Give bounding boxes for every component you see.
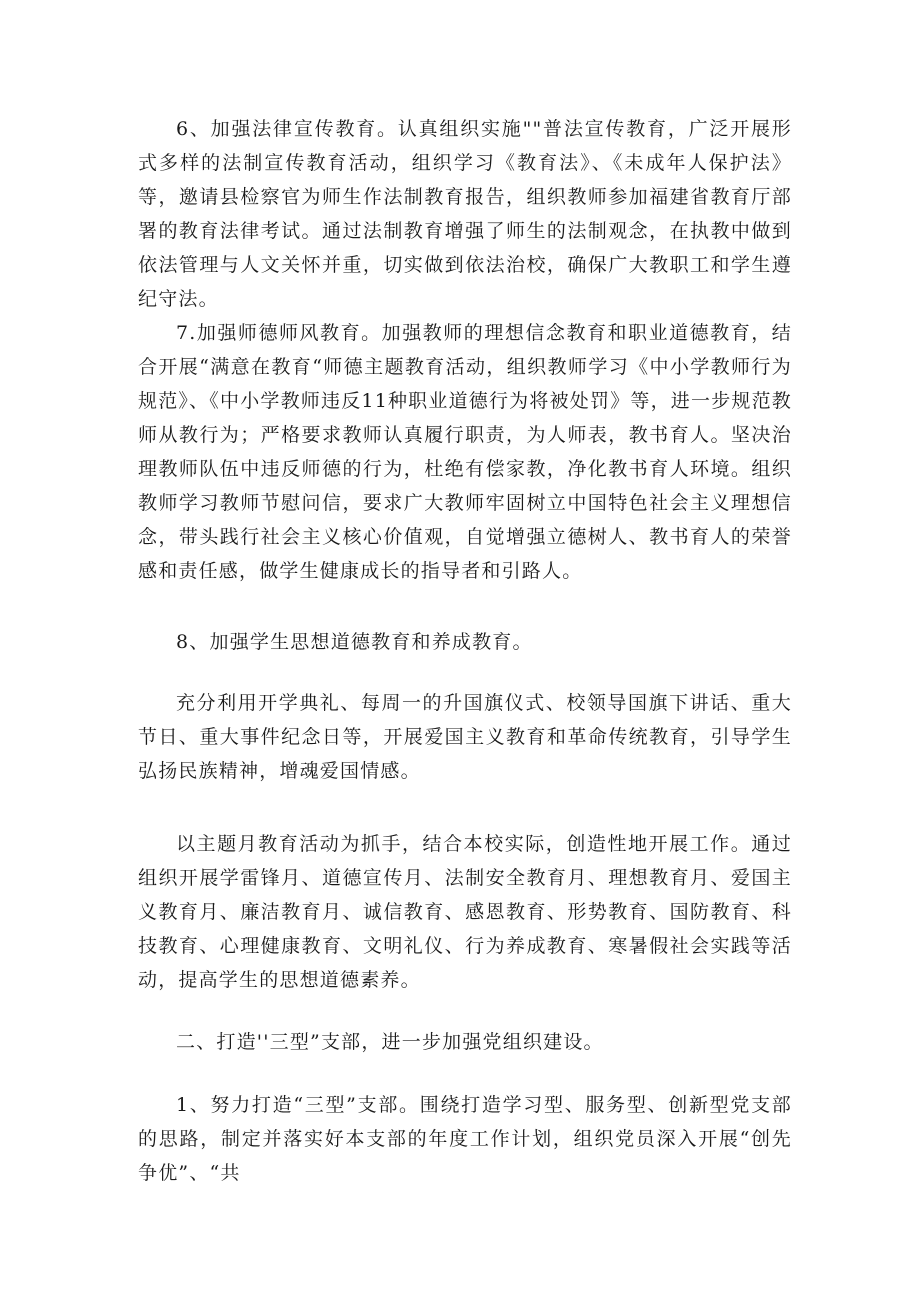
paragraph-student-moral-heading: 8、加强学生思想道德教育和养成教育。 xyxy=(176,631,533,653)
paragraph-legal-education: 6、加强法律宣传教育。认真组织实施""普法宣传教育，广泛开展形式多样的法制宣传教育活动，组织学习《教育法》、《未成年人保护法》等，邀请县检察官为师生作法制教育报告，组织教师参加福建省教育厅部署的教育法律考试。通过法制教育增强了师生的法制观念，在执教中做到依法管理与人文关怀并重，切实做到依法治校，确保广大教职工和学生遵纪守法。 xyxy=(138,118,792,310)
paragraph-patriotic-education: 充分利用开学典礼、每周一的升国旗仪式、校领导国旗下讲话、重大节日、重大事件纪念日等，开展爱国主义教育和革命传统教育，引导学生弘扬民族精神，增魂爱国情感。 xyxy=(138,692,792,782)
paragraph-teacher-ethics: 7.加强师德师风教育。加强教师的理想信念教育和职业道德教育，结合开展“满意在教育“师德主题教育活动，组织教师学习《中小学教师行为规范》、《中小学教师违反11种职业道德行为将被处罚》等，进一步规范教师从教行为；严格要求教师认真履行职责，为人师表，教书育人。坚决治理教师队伍中违反师德的行为，杜绝有偿家教，净化教书育人环境。组织教师学习教师节慰问信，要求广大教师牢固树立中国特色社会主义理想信念，带头践行社会主义核心价值观，自觉增强立德树人、教书育人的荣誉感和责任感，做学生健康成长的指导者和引路人。 xyxy=(138,322,792,582)
paragraph-theme-month: 以主题月教育活动为抓手，结合本校实际，创造性地开展工作。通过组织开展学雷锋月、道德宣传月、法制安全教育月、理想教育月、爱国主义教育月、廉洁教育月、诚信教育、感恩教育、形势教育、国防教育、科技教育、心理健康教育、文明礼仪、行为养成教育、寒暑假社会实践等活动，提高学生的思想道德素养。 xyxy=(138,833,792,991)
paragraph-three-type-branch: 1、努力打造“三型”支部。围绕打造学习型、服务型、创新型党支部的思路，制定并落实好本支部的年度工作计划，组织党员深入开展“创先争优”、“共 xyxy=(138,1094,792,1184)
section-heading-party-building: 二、打造''三型”支部，进一步加强党组织建设。 xyxy=(176,1031,604,1053)
